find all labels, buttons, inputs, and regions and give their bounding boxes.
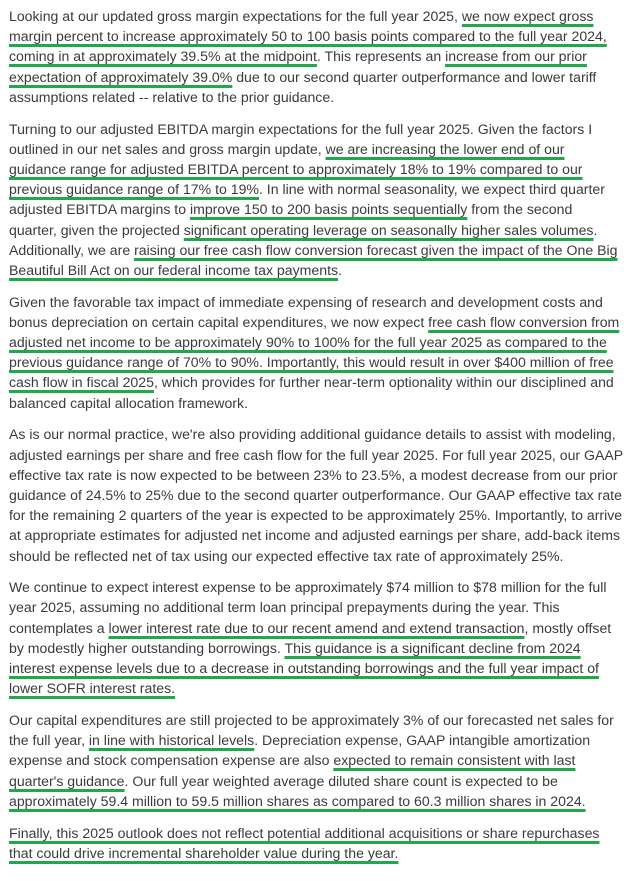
highlighted-segment: Finally, this 2025 outlook does not reflect potential additional acquisitions or share repurchases that could drive incremental shareholder value during the year.: [9, 824, 600, 861]
paragraph-tax-rate: [9, 424, 623, 565]
highlighted-segment: significant operating leverage on seasonally higher sales volumes: [183, 221, 594, 238]
text-segment: . Our full year weighted average diluted share count is expected to be: [124, 772, 558, 789]
highlighted-segment: free cash flow conversion from adjusted net income to be approximately 90% to 100% for the full year 2025 as compared to the previous guidance range of 70% to 90%. Importantly, this would result in over $400 million of free cash flow in fiscal 2025: [9, 313, 620, 391]
text-segment: , which provides for further near-term optionality within our disciplined and balanced capital allocation framework.: [9, 374, 614, 411]
text-segment: . Depreciation expense, GAAP intangible amortization expense and stock compensation expense are also: [9, 732, 591, 769]
highlighted-segment: raising our free cash flow conversion forecast given the impact of the One Big Beautiful Bill Act on our federal income tax payments: [9, 241, 618, 278]
highlighted-segment: increase from our prior expectation of approximately 39.0%: [9, 48, 587, 85]
highlighted-segment: we now expect gross margin percent to increase approximately 50 to 100 basis points compared to the full year 2024, coming in at approximately 39.5% at the midpoint: [9, 8, 607, 65]
text-segment: Given the favorable tax impact of immediate expensing of research and development costs and bonus depreciation on certain capital expenditures, we now expect: [9, 293, 603, 330]
paragraph-gross-margin: [9, 6, 623, 107]
highlighted-segment: lower interest rate due to our recent amend and extend transaction: [108, 619, 525, 636]
paragraph-outlook: [9, 823, 623, 863]
paragraph-capex: [9, 710, 623, 811]
paragraph-ebitda-margin: [9, 119, 623, 281]
paragraph-interest-expense: [9, 577, 623, 698]
highlighted-segment: in line with historical levels: [88, 732, 255, 749]
text-segment: . Additionally, we are: [9, 221, 598, 258]
highlighted-segment: This guidance is a significant decline from 2024 interest expense levels due to a decrease in outstanding borrowings and the full year impact of lower SOFR interest rates.: [9, 639, 599, 697]
highlighted-segment: approximately 59.4 million to 59.5 million shares as compared to 60.3 million shares in 2024.: [9, 792, 586, 809]
text-segment: We continue to expect interest expense to be approximately $74 million to $78 million for the full year 2025, assuming no additional term loan principal prepayments during the year. This contemplates a: [9, 579, 607, 636]
text-segment: . In line with normal seasonality, we expect third quarter adjusted EBITDA margins to: [9, 181, 605, 218]
highlighted-segment: we are increasing the lower end of our guidance range for adjusted EBITDA percent to approximately 18% to 19% compared to our previous guidance range of 17% to 19%: [9, 140, 583, 198]
text-segment: Our capital expenditures are still projected to be approximately 3% of our forecasted net sales for the full year,: [9, 712, 614, 749]
text-segment: Turning to our adjusted EBITDA margin expectations for the full year 2025. Given the factors I outlined in our net sales and gross margin update,: [9, 120, 593, 157]
highlighted-segment: improve 150 to 200 basis points sequentially: [189, 201, 468, 218]
paragraph-free-cash-flow: [9, 292, 623, 413]
text-segment: due to our second quarter outperformance and lower tariff assumptions related -- relative to the prior guidance.: [9, 68, 597, 105]
highlighted-segment: expected to remain consistent with last quarter's guidance: [9, 752, 576, 789]
text-segment: .: [338, 261, 342, 278]
text-segment: from the second quarter, given the projected: [9, 201, 573, 238]
text-segment: Looking at our updated gross margin expectations for the full year 2025,: [9, 8, 462, 24]
text-segment: . This represents an: [316, 48, 446, 65]
text-segment: , mostly offset by modestly higher outstanding borrowings.: [9, 619, 612, 656]
text-segment: As is our normal practice, we're also providing additional guidance details to assist with modeling, adjusted earnings per share and free cash flow for the full year 2025. For full year 2025, our GAAP effective tax rate is now expected to be between 23% to 23.5%, a modest decrease from our prior guidance of 24.5% to 25% due to the second quarter outperformance. Our GAAP effective tax rate for the remaining 2 quarters of the year is expected to be approximately 25%. Importantly, to arrive at appropriate estimates for adjusted net income and adjusted earnings per share, add-back items should be reflected net of tax using our expected effective tax rate of approximately 25%.: [9, 426, 623, 564]
